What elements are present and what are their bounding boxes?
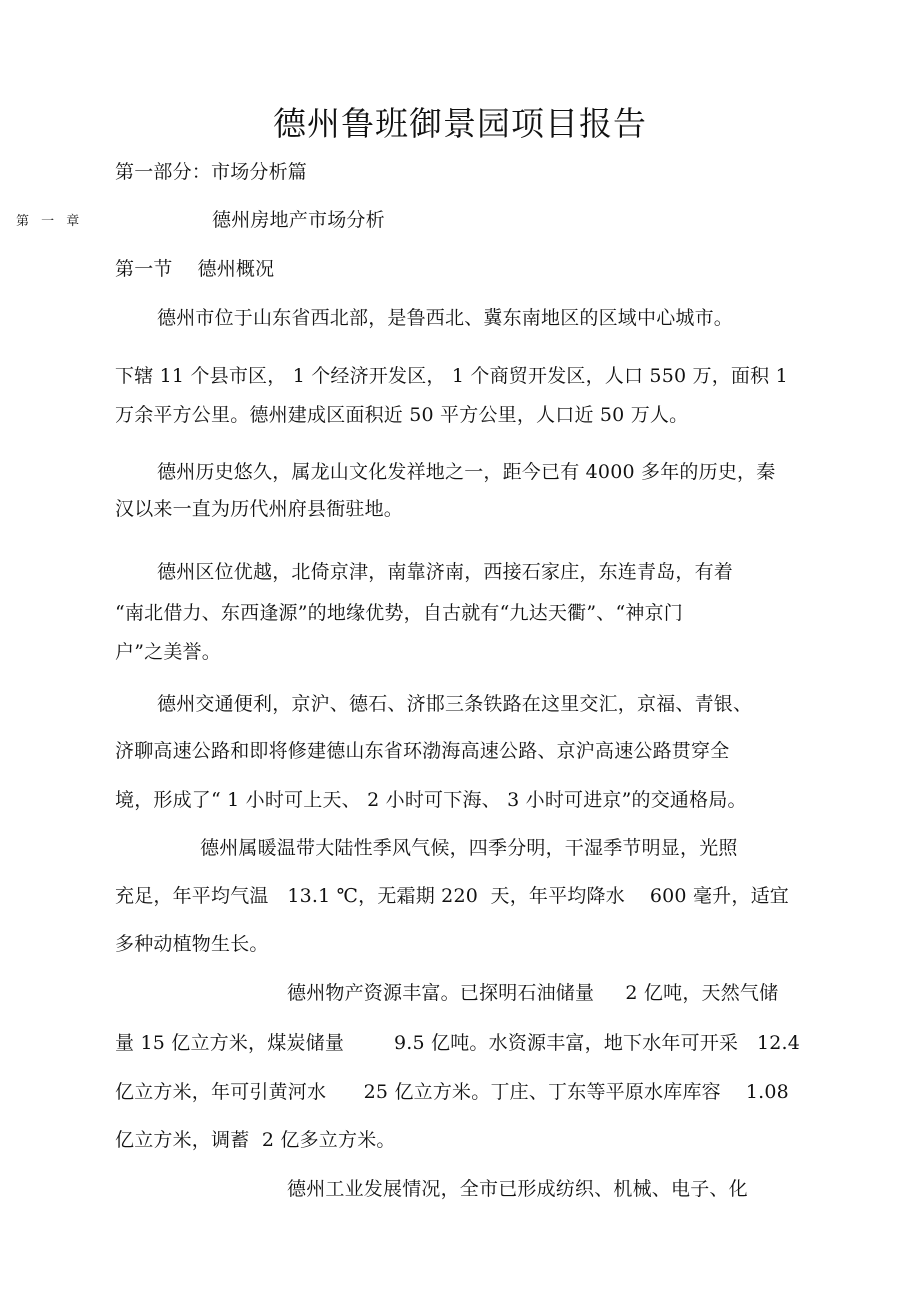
part-heading: 第一部分：市场分析篇: [115, 161, 308, 183]
paragraph-line: 德州属暖温带大陆性季风气候，四季分明，干湿季节明显，光照: [200, 837, 738, 859]
paragraph-line: 德州市位于山东省西北部，是鲁西北、冀东南地区的区域中心城市。: [157, 307, 734, 329]
paragraph-line: 万余平方公里。德州建成区面积近 50 平方公里，人口近 50 万人。: [115, 404, 689, 426]
paragraph-line: 充足，年平均气温 13.1 ℃，无霜期 220 天，年平均降水 600 毫升，适宜: [115, 885, 789, 907]
paragraph-line: 多种动植物生长。: [115, 933, 269, 955]
paragraph-line: 量 15 亿立方米，煤炭储量 9.5 亿吨。水资源丰富，地下水年可开采 12.4: [115, 1032, 801, 1054]
paragraph-line: 亿立方米，调蓄 2 亿多立方米。: [115, 1129, 396, 1151]
paragraph-line: 德州区位优越，北倚京津，南靠济南，西接石家庄，东连青岛，有着: [157, 561, 734, 583]
paragraph-line: 德州交通便利，京沪、德石、济邯三条铁路在这里交汇，京福、青银、: [157, 693, 753, 715]
paragraph-line: 德州物产资源丰富。已探明石油储量 2 亿吨，天然气储: [287, 982, 779, 1004]
paragraph-line: 下辖 11 个县市区， 1 个经济开发区， 1 个商贸开发区，人口 550 万，面积 1: [115, 365, 788, 387]
chapter-title: 德州房地产市场分析: [212, 209, 385, 231]
chapter-label: 第 一 章: [16, 214, 84, 229]
section-heading: 第一节 德州概况: [115, 258, 275, 280]
paragraph-line: 亿立方米，年可引黄河水 25 亿立方米。丁庄、丁东等平原水库库容 1.08: [115, 1081, 789, 1103]
document-title: 德州鲁班御景园项目报告: [273, 104, 647, 143]
paragraph-line: 境，形成了“ 1 小时可上天、 2 小时可下海、 3 小时可进京”的交通格局。: [115, 789, 747, 811]
paragraph-line: “南北借力、东西逢源”的地缘优势，自古就有“九达天衢”、“神京门: [115, 602, 683, 624]
paragraph-line: 德州历史悠久，属龙山文化发祥地之一，距今已有 4000 多年的历史，秦: [157, 461, 776, 483]
paragraph-line: 汉以来一直为历代州府县衙驻地。: [115, 498, 404, 520]
paragraph-line: 德州工业发展情况，全市已形成纺织、机械、电子、化: [287, 1178, 748, 1200]
paragraph-line: 户”之美誉。: [115, 641, 221, 663]
paragraph-line: 济聊高速公路和即将修建德山东省环渤海高速公路、京沪高速公路贯穿全: [115, 740, 730, 762]
